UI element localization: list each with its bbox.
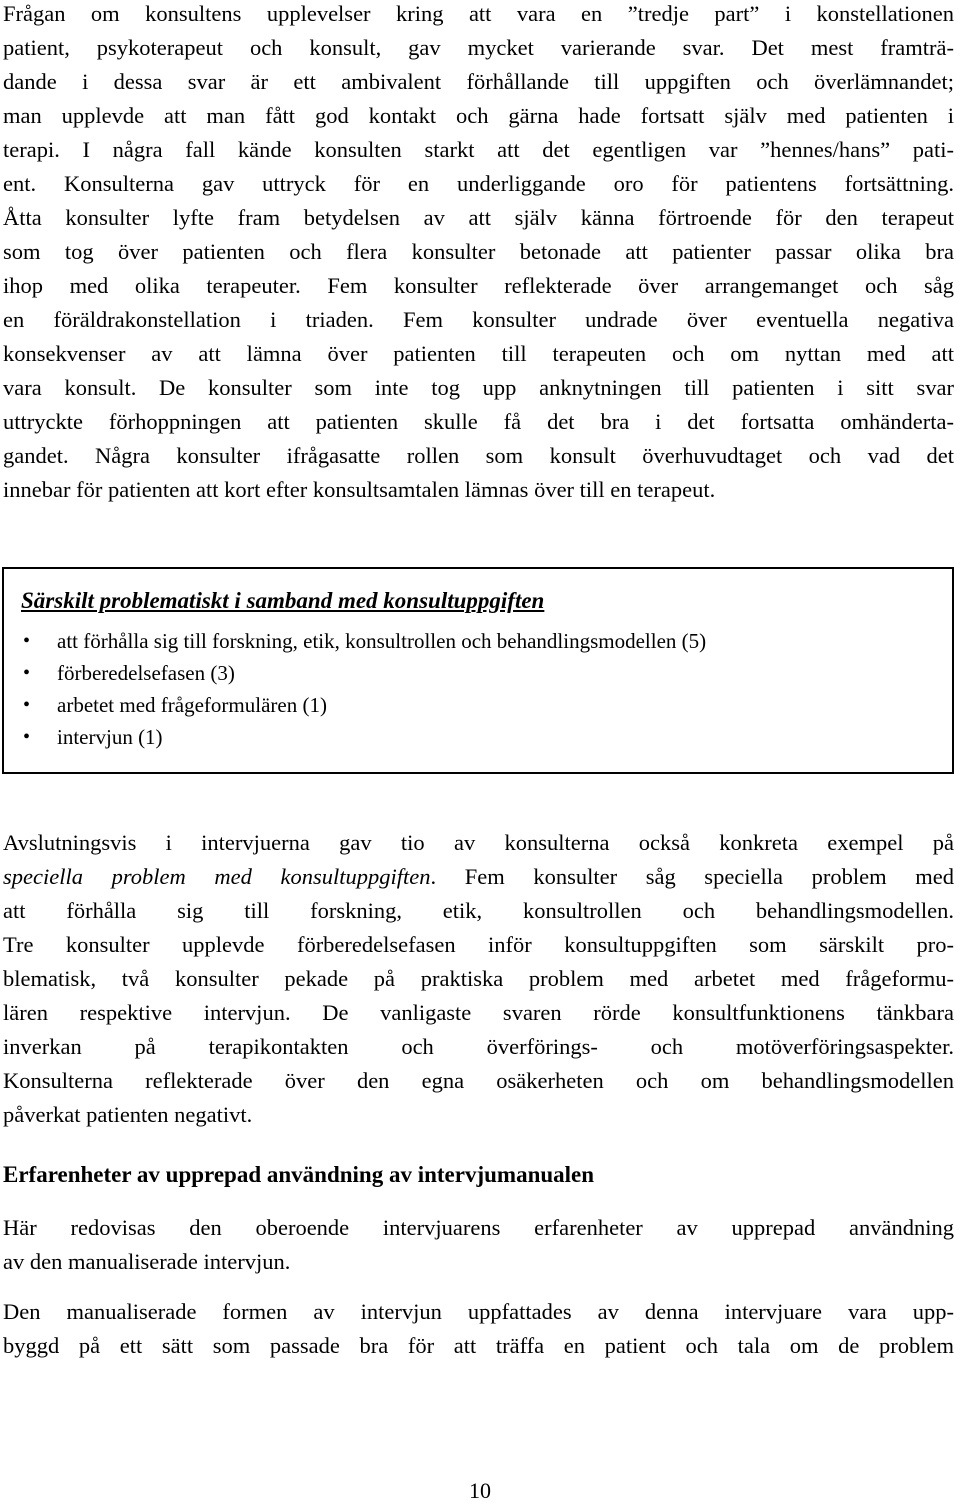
text-line: Här redovisas den oberoende intervjuarens erfarenheter av upprepad användning xyxy=(3,1215,954,1240)
box-title: Särskilt problematiskt i samband med konsultuppgiften xyxy=(21,588,545,613)
text-line: Den manualiserade formen av intervjun uppfattades av denna intervjuare vara upp- xyxy=(3,1299,954,1324)
text-line: patient, psykoterapeut och konsult, gav mycket varierande svar. Det mest framträ- xyxy=(3,35,954,60)
text-line: ihop med olika terapeuter. Fem konsulter reflekterade över arrangemanget och såg xyxy=(3,273,954,298)
text-line: vara konsult. De konsulter som inte tog upp anknytningen till patienten i sitt svar xyxy=(3,375,954,400)
bullet-icon: • xyxy=(23,694,31,716)
text-line: av den manualiserade intervjun. xyxy=(3,1249,291,1274)
text-line: inverkan på terapikontakten och överförings- och motöverföringsaspekter. xyxy=(3,1034,954,1059)
text-line: Frågan om konsultens upplevelser kring att vara en ”tredje part” i konstellationen xyxy=(3,1,954,26)
list-item-text: att förhålla sig till forskning, etik, konsultrollen och behandlingsmodellen (5) xyxy=(57,629,707,653)
bullet-icon: • xyxy=(23,630,31,652)
text-line: Konsulterna reflekterade över den egna osäkerheten och om behandlingsmodellen xyxy=(3,1068,954,1093)
text-line: man upplevde att man fått god kontakt och gärna hade fortsatt själv med patienten i xyxy=(3,103,954,128)
bullet-icon: • xyxy=(23,726,31,748)
text-line: påverkat patienten negativt. xyxy=(3,1102,253,1127)
text-line: Åtta konsulter lyfte fram betydelsen av att själv känna förtroende för den terapeut xyxy=(3,205,954,230)
paragraph-consultant-experiences xyxy=(3,0,954,507)
text-line: innebar för patienten att kort efter konsultsamtalen lämnas över till en terapeut. xyxy=(3,477,716,502)
text-line: uttryckte förhoppningen att patienten skulle få det bra i det fortsatta omhänderta- xyxy=(3,409,954,434)
text-line: en föräldrakonstellation i triaden. Fem konsulter undrade över eventuella negativa xyxy=(3,307,954,332)
paragraph-interviewer-intro xyxy=(3,1211,954,1279)
box-list xyxy=(21,625,706,753)
italic-phrase: speciella problem med konsultuppgiften xyxy=(3,864,431,889)
list-item xyxy=(21,721,706,753)
list-item xyxy=(21,689,706,721)
list-item xyxy=(21,657,706,689)
text-line: som tog över patienten och flera konsulter betonade att patienter passar olika bra xyxy=(3,239,954,264)
list-item-text: förberedelsefasen (3) xyxy=(57,661,235,685)
summary-box xyxy=(2,567,954,774)
text-line xyxy=(3,860,954,894)
text-fragment: . Fem konsulter såg speciella problem med xyxy=(430,864,954,889)
text-line: lären respektive intervjun. De vanligaste svaren rörde konsultfunktionens tänkbara xyxy=(3,1000,954,1025)
section-heading: Erfarenheter av upprepad användning av intervjumanualen xyxy=(3,1162,595,1187)
text-line: Tre konsulter upplevde förberedelsefasen inför konsultuppgiften som särskilt pro- xyxy=(3,932,954,957)
paragraph-special-problems xyxy=(3,826,954,1132)
list-item xyxy=(21,625,706,657)
text-line: gandet. Några konsulter ifrågasatte rollen som konsult överhuvudtaget och vad det xyxy=(3,443,954,468)
text-line: att förhålla sig till forskning, etik, konsultrollen och behandlingsmodellen. xyxy=(3,898,954,923)
text-line: blematisk, två konsulter pekade på praktiska problem med arbetet med frågeformu- xyxy=(3,966,954,991)
bullet-icon: • xyxy=(23,662,31,684)
list-item-text: intervjun (1) xyxy=(57,725,163,749)
text-line: ent. Konsulterna gav uttryck för en underliggande oro för patientens fortsättning. xyxy=(3,171,954,196)
text-line: Avslutningsvis i intervjuerna gav tio av konsulterna också konkreta exempel på xyxy=(3,830,954,855)
text-line: dande i dessa svar är ett ambivalent förhållande till uppgiften och överlämnandet; xyxy=(3,69,954,94)
text-line: konsekvenser av att lämna över patienten till terapeuten och om nyttan med att xyxy=(3,341,954,366)
text-line: byggd på ett sätt som passade bra för att träffa en patient och tala om de problem xyxy=(3,1333,954,1358)
page-number: 10 xyxy=(469,1478,491,1503)
text-line: terapi. I några fall kände konsulten starkt att det egentligen var ”hennes/hans” pati- xyxy=(3,137,954,162)
paragraph-manualized-interview xyxy=(3,1295,954,1363)
list-item-text: arbetet med frågeformulären (1) xyxy=(57,693,327,717)
